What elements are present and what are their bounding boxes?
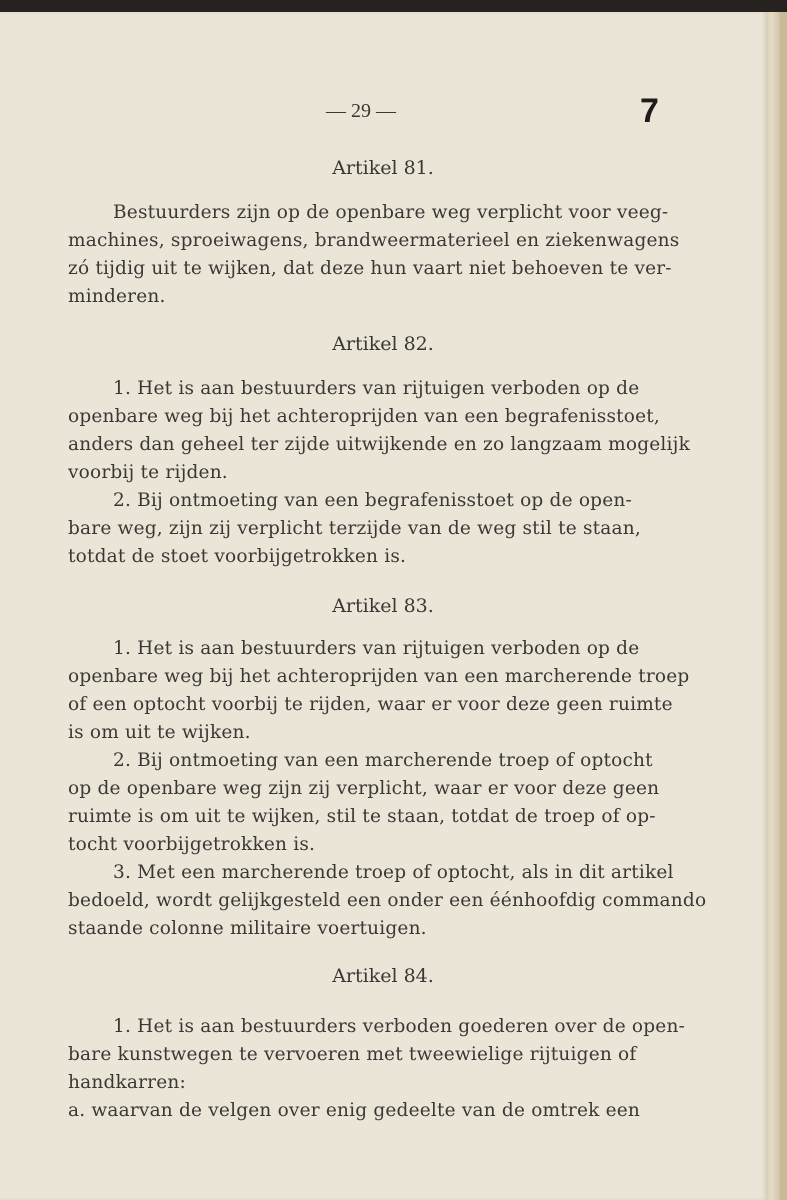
text-line: op de openbare weg zijn zij verplicht, waar er voor deze geen	[68, 778, 660, 799]
text-line: 2. Bij ontmoeting van een marcherende troep of optocht	[113, 750, 653, 771]
text-line: minderen.	[68, 286, 166, 307]
text-line: voorbij te rijden.	[68, 462, 228, 483]
text-line: zó tijdig uit te wijken, dat deze hun vaart niet behoeven te ver-	[68, 258, 672, 279]
page-edge-shadow	[780, 12, 787, 1200]
text-line: is om uit te wijken.	[68, 722, 251, 743]
article-81-title: Artikel 81.	[332, 157, 434, 179]
text-line: of een optocht voorbij te rijden, waar er voor deze geen ruimte	[68, 694, 673, 715]
text-line: machines, sproeiwagens, brandweermaterieel en ziekenwagens	[68, 230, 680, 251]
article-84-title: Artikel 84.	[332, 965, 434, 987]
article-82-title: Artikel 82.	[332, 333, 434, 355]
text-line: bare weg, zijn zij verplicht terzijde van de weg stil te staan,	[68, 518, 641, 539]
text-line: 3. Met een marcherende troep of optocht, als in dit artikel	[113, 862, 674, 883]
text-line: staande colonne militaire voertuigen.	[68, 918, 427, 939]
text-line: 1. Het is aan bestuurders verboden goederen over de open-	[113, 1016, 686, 1037]
text-line: bedoeld, wordt gelijkgesteld een onder een éénhoofdig commando	[68, 890, 707, 911]
article-83-title: Artikel 83.	[332, 595, 434, 617]
text-line: ruimte is om uit te wijken, stil te staan, totdat de troep of op-	[68, 806, 656, 827]
text-line: Bestuurders zijn op de openbare weg verplicht voor veeg-	[113, 202, 669, 223]
text-line: a. waarvan de velgen over enig gedeelte van de omtrek een	[68, 1100, 641, 1121]
text-line: openbare weg bij het achteroprijden van een begrafenisstoet,	[68, 406, 660, 427]
text-line: 2. Bij ontmoeting van een begrafenisstoet op de open-	[113, 490, 632, 511]
text-line: 1. Het is aan bestuurders van rijtuigen verboden op de	[113, 378, 640, 399]
text-line: handkarren:	[68, 1072, 186, 1093]
text-line: anders dan geheel ter zijde uitwijkende en zo langzaam mogelijk	[68, 434, 690, 455]
page-number: — 29 —	[326, 100, 396, 122]
folio-mark: 7	[640, 92, 659, 130]
text-line: openbare weg bij het achteroprijden van een marcherende troep	[68, 666, 690, 687]
text-line: 1. Het is aan bestuurders van rijtuigen verboden op de	[113, 638, 640, 659]
text-line: bare kunstwegen te vervoeren met tweewielige rijtuigen of	[68, 1044, 637, 1065]
page-edge	[766, 12, 780, 1200]
text-line: totdat de stoet voorbijgetrokken is.	[68, 546, 407, 567]
text-line: tocht voorbijgetrokken is.	[68, 834, 316, 855]
